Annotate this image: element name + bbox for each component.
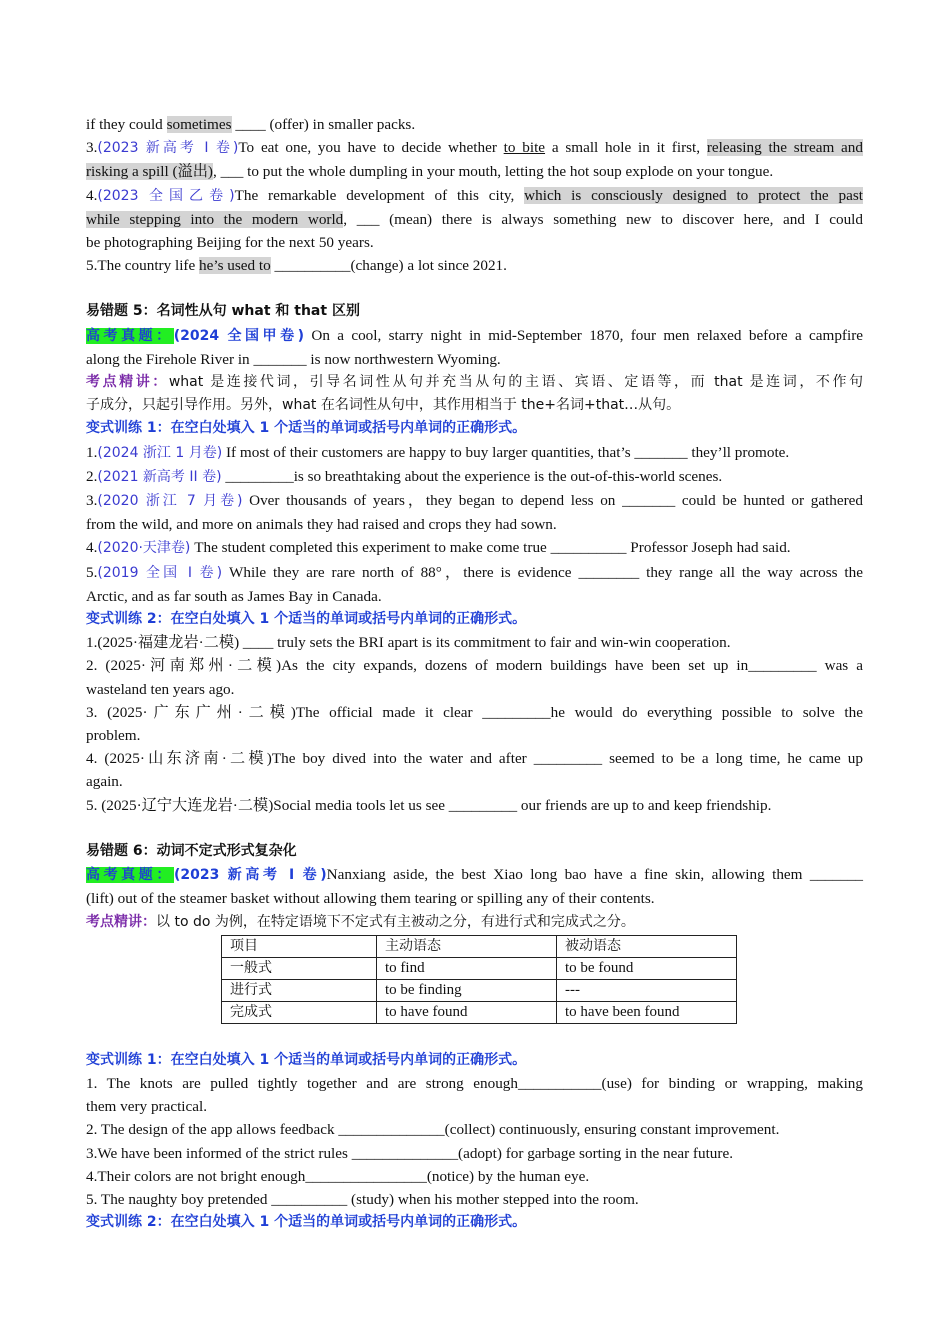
source-tag: (2021 新高考 II 卷)	[97, 468, 222, 485]
infinitive-forms-table	[221, 935, 737, 1024]
q4-3-line2: risking a spill (溢出), ___ to put the whole dumpling in your mouth, letting the hot soup explode on your tongue.	[86, 163, 774, 181]
sec5-t1-item4: 4.(2020·天津卷) The student completed this experiment to make come true __________ Professor Joseph had said.	[86, 539, 791, 557]
sec5-t2-item5: 5. (2025·辽宁大连龙岩·二模)Social media tools let us see _________ our friends are up to and keep friendship.	[86, 796, 772, 814]
sec5-t1-item2: 2.(2021 新高考 II 卷) _________is so breathtaking about the experience is the out-of-this-world scenes.	[86, 467, 723, 485]
source-tag: (2023 新高考 I 卷)	[97, 140, 239, 157]
sec5-training2-title: 变式训练 2：在空白处填入 1 个适当的单词或括号内单词的正确形式。	[86, 611, 527, 628]
sec5-t2-item2-line1: 2. (2025·河南郑州·二模)As the city expands, dozens of modern buildings have been set up in_________ was a	[86, 657, 863, 675]
table-cell: 进行式	[222, 979, 377, 1001]
sec6-t1-item5: 5. The naughty boy pretended __________ (study) when his mother stepped into the room.	[86, 1190, 639, 1208]
sec6-t1-item1-line1: 1. The knots are pulled tightly together and are strong enough___________(use) for binding or wrapping, making	[86, 1074, 863, 1092]
table-header-cell: 被动语态	[557, 935, 737, 957]
sec5-t1-item1: 1.(2024 浙江 1 月卷) If most of their customers are happy to buy larger quantities, that’s _______ they’ll promote.	[86, 443, 790, 461]
sec5-kaodian-line1: 考点精讲：what 是连接代词，引导名词性从句并充当从句的主语、宾语、定语等，而 that 是连词，不作句	[86, 374, 864, 391]
sec5-t2-item1: 1.(2025·福建龙岩·二模) ____ truly sets the BRI apart is its commitment to fair and win-win cooperation.	[86, 634, 731, 652]
table-cell: to have found	[377, 1001, 557, 1023]
sec6-training1-title: 变式训练 1：在空白处填入 1 个适当的单词或括号内单词的正确形式。	[86, 1051, 527, 1068]
q4-5-line: 5.The country life he’s used to __________(change) a lot since 2021.	[86, 257, 507, 275]
sec5-gaokao-line2: along the Firehole River in _______ is now northwestern Wyoming.	[86, 350, 501, 368]
sec5-t2-item4-line1: 4. (2025·山东济南·二模)The boy dived into the water and after _________ seemed to be a long time, he came up	[86, 750, 863, 768]
sec5-t2-item3-line1: 3. (2025·广东广州·二模)The official made it clear _________he would do everything possible to solve the	[86, 703, 863, 721]
table-row	[222, 979, 737, 1001]
table-cell: to find	[377, 957, 557, 979]
sec5-t1-item5-line1: 5.(2019 全国 I 卷) While they are rare north of 88°，there is evidence ________ they range all the way across the	[86, 563, 863, 581]
highlight: he’s used to	[199, 257, 271, 275]
sec5-t2-item2-line2: wasteland ten years ago.	[86, 680, 235, 698]
source-tag: (2023 新高考 I 卷)	[173, 867, 327, 884]
table-cell: ---	[557, 979, 737, 1001]
highlight: while stepping into the modern world	[86, 210, 344, 228]
section-6-title: 易错题 6：动词不定式形式复杂化	[86, 842, 297, 859]
table-cell: to have been found	[557, 1001, 737, 1023]
sec5-gaokao-line1: 高考真题：(2024 全国甲卷) On a cool, starry night in mid-September 1870, four men relaxed before a campfire	[86, 326, 864, 344]
text: if they could	[86, 116, 167, 133]
section-5-title: 易错题 5：名词性从句 what 和 that 区别	[86, 303, 360, 320]
sec6-t1-item2: 2. The design of the app allows feedback ______________(collect) continuously, ensuring constant improvement.	[86, 1121, 780, 1139]
kaodian-label: 考点精讲：	[86, 374, 169, 391]
sec6-training2-title: 变式训练 2：在空白处填入 1 个适当的单词或括号内单词的正确形式。	[86, 1214, 527, 1231]
spacer	[86, 817, 863, 840]
sec5-t2-item3-line2: problem.	[86, 727, 141, 745]
sec6-gaokao-line2: (lift) out of the steamer basket without allowing them tearing or spilling any of their contents.	[86, 890, 655, 908]
sec5-training1-title: 变式训练 1：在空白处填入 1 个适当的单词或括号内单词的正确形式。	[86, 420, 527, 437]
table-cell: to be finding	[377, 979, 557, 1001]
sec5-t1-item3-line1: 3.(2020 浙江 7 月卷) Over thousands of years，they began to depend less on _______ could be hunted or gathered	[86, 492, 864, 510]
sec6-t1-item3: 3.We have been informed of the strict rules ______________(adopt) for garbage sorting in the near future.	[86, 1144, 733, 1162]
gaokao-label: 高考真题：	[86, 867, 174, 884]
table-header-cell: 项目	[222, 935, 377, 957]
source-tag: (2020 浙江 7 月卷)	[97, 493, 243, 510]
sec6-t1-item1-line2: them very practical.	[86, 1098, 208, 1116]
sec5-t2-item4-line2: again.	[86, 773, 123, 791]
spacer	[86, 277, 863, 300]
sec6-t1-item4: 4.Their colors are not bright enough________________(notice) by the human eye.	[86, 1167, 590, 1185]
highlight: which is consciously designed to protect the past	[524, 186, 863, 204]
sec6-kaodian: 考点精讲：以 to do 为例，在特定语境下不定式有主被动之分，有进行式和完成式之分。	[86, 913, 635, 930]
source-tag: (2020·天津卷)	[97, 540, 191, 557]
underlined-text: to bite	[503, 139, 546, 157]
source-tag: (2024 浙江 1 月卷)	[97, 444, 223, 461]
highlight: risking a spill (溢出)	[86, 163, 213, 181]
sec5-kaodian-line2: 子成分，只起引导作用。另外，what 在名词性从句中，其作用相当于 the+名词+that…从句。	[86, 397, 681, 414]
q4-tail-line	[86, 113, 863, 136]
sec6-gaokao-line1: 高考真题：(2023 新高考 I 卷)Nanxiang aside, the best Xiao long bao have a fine skin, allowing them _______	[86, 866, 864, 884]
sec5-t1-item5-line2: Arctic, and as far south as James Bay in Canada.	[86, 587, 382, 605]
kaodian-label: 考点精讲：	[86, 913, 156, 930]
text: ____ (offer) in smaller packs.	[231, 116, 416, 133]
source-tag: (2023 全国乙卷)	[97, 187, 235, 204]
q4-3-line1: 3.(2023 新高考 I 卷)To eat one, you have to decide whether to bite a small hole in it first, releasing the stream and	[86, 139, 863, 157]
highlight: releasing the stream and	[706, 139, 863, 157]
source-tag: (2024 全国甲卷)	[173, 327, 305, 344]
gaokao-label: 高考真题：	[86, 327, 174, 344]
document-page	[86, 113, 863, 1234]
table-cell: to be found	[557, 957, 737, 979]
table-cell: 完成式	[222, 1001, 377, 1023]
q4-4-line2: while stepping into the modern world, ___ (mean) there is always something new to discover here, and I could	[86, 210, 863, 228]
highlight: sometimes	[166, 116, 232, 133]
table-cell: 一般式	[222, 957, 377, 979]
table-header-cell: 主动语态	[377, 935, 557, 957]
q4-4-line3: be photographing Beijing for the next 50 years.	[86, 234, 374, 252]
source-tag: (2019 全国 I 卷)	[97, 564, 223, 581]
table-row	[222, 957, 737, 979]
spacer	[86, 1026, 863, 1049]
sec5-t1-item3-line2: from the wild, and more on animals they had raised and crops they had sown.	[86, 516, 557, 534]
table-row	[222, 1001, 737, 1023]
table-header-row	[222, 935, 737, 957]
q4-4-line1: 4.(2023 全国乙卷)The remarkable development of this city, which is consciously designed to protect the past	[86, 186, 863, 204]
